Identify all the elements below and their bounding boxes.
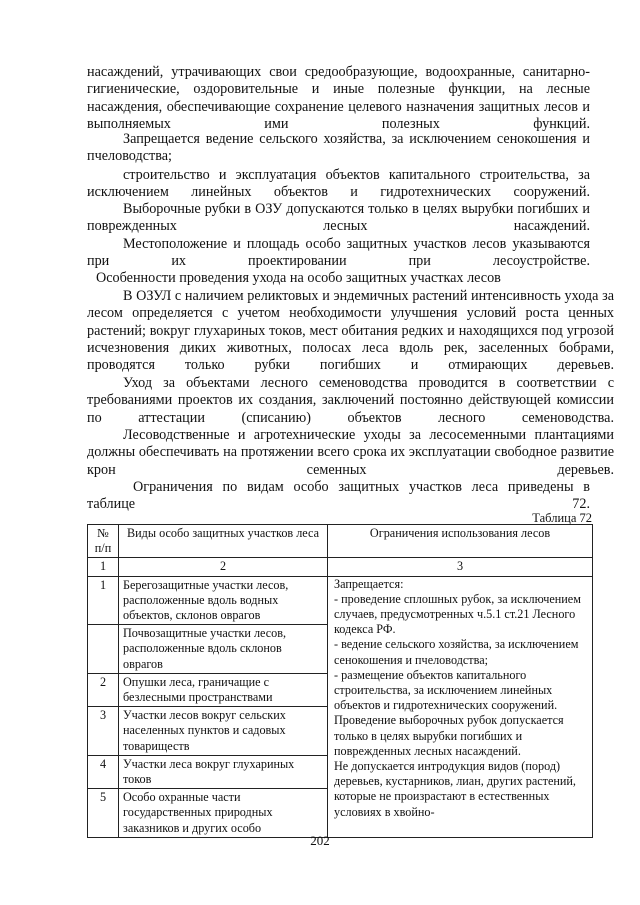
row-num: 3 xyxy=(88,707,119,756)
row-kind: Берегозащитные участки лесов, расположенные вдоль водных объектов, склонов оврагов xyxy=(119,576,328,625)
restriction-line: Не допускается интродукция видов (пород) деревьев, кустарников, лиан, других растений, которые не произрастают в естественных условиях в хвойно- xyxy=(334,759,576,819)
restriction-line: - размещение объектов капитального строительства, за исключением линейных объектов и гидротехнических сооружений. xyxy=(334,667,558,713)
paragraph-10: Ограничения по видам особо защитных участков леса приведены в таблице 72. xyxy=(87,479,590,513)
row-num xyxy=(88,625,119,674)
row-kind: Участки леса вокруг глухариных токов xyxy=(119,755,328,788)
section-heading: Особенности проведения ухода на особо защитных участках лесов xyxy=(96,270,501,286)
paragraph-9: Лесоводственные и агротехнические уходы за лесосеменными плантациями должны обеспечивать на протяжении всего срока их эксплуатации свободное развитие крон семенных деревьев. xyxy=(87,427,614,478)
restriction-line: Проведение выборочных рубок допускается только в целях вырубки погибших и поврежденных лесных насаждений. xyxy=(334,713,564,758)
row-num: 2 xyxy=(88,673,119,706)
col-number: 1 xyxy=(88,558,119,576)
row-num: 4 xyxy=(88,755,119,788)
restrictions-table xyxy=(87,524,593,838)
page-number: 202 xyxy=(310,833,330,848)
row-num: 1 xyxy=(88,576,119,625)
paragraph-2: Запрещается ведение сельского хозяйства, за исключением сенокошения и пчеловодства; xyxy=(87,131,590,165)
col-number: 2 xyxy=(119,558,328,576)
col-number: 3 xyxy=(328,558,593,576)
table-row xyxy=(88,576,593,625)
restriction-line: Запрещается: xyxy=(334,576,404,591)
paragraph-1: насаждений, утрачивающих свои средообразующие, водоохранные, санитарно-гигиенические, оздоровительные и иные полезные функции, на лесные насаждения, обеспечивающие сохранение целевого назначения защитных лесов и выполняемых ими полезных функций. xyxy=(87,64,590,132)
restriction-line: - ведение сельского хозяйства, за исключением сенокошения и пчеловодства; xyxy=(334,637,579,667)
row-kind: Почвозащитные участки лесов, расположенные вдоль склонов оврагов xyxy=(119,625,328,674)
paragraph-5: Местоположение и площадь особо защитных участков лесов указываются при их проектировании при лесоустройстве. xyxy=(87,236,590,270)
table-caption: Таблица 72 xyxy=(532,511,592,525)
row-num: 5 xyxy=(88,789,119,838)
header-kind: Виды особо защитных участков леса xyxy=(119,525,328,558)
restrictions-cell xyxy=(328,576,593,837)
header-limits: Ограничения использования лесов xyxy=(328,525,593,558)
row-kind: Опушки леса, граничащие с безлесными пространствами xyxy=(119,673,328,706)
paragraph-3: строительство и эксплуатация объектов капитального строительства, за исключением линейных объектов и гидротехнических сооружений. xyxy=(87,167,590,201)
restriction-line: - проведение сплошных рубок, за исключением случаев, предусмотренных ч.5.1 ст.21 Лесного кодекса РФ. xyxy=(334,591,581,637)
paragraph-7: В ОЗУЛ с наличием реликтовых и эндемичных растений интенсивность ухода за лесом определяется с учетом необходимости улучшения условий роста ценных растений; вокруг глухариных токов, мест обитания редких и находящихся под угрозой исчезновения диких животных, полосах леса вдоль рек, заселенных бобрами, проводятся только рубки погибших и отмирающих деревьев. xyxy=(87,288,614,374)
column-number-row xyxy=(88,558,593,576)
header-num: № п/п xyxy=(88,525,119,558)
paragraph-4: Выборочные рубки в ОЗУ допускаются только в целях вырубки погибших и поврежденных лесных насаждений. xyxy=(87,201,590,235)
row-kind: Особо охранные части государственных природных заказников и других особо xyxy=(119,789,328,838)
table-header-row xyxy=(88,525,593,558)
row-kind: Участки лесов вокруг сельских населенных пунктов и садовых товариществ xyxy=(119,707,328,756)
paragraph-8: Уход за объектами лесного семеноводства проводится в соответствии с требованиями проектов их создания, заключений постоянно действующей комиссии по аттестации (списанию) объектов лесного семеноводства. xyxy=(87,375,614,426)
